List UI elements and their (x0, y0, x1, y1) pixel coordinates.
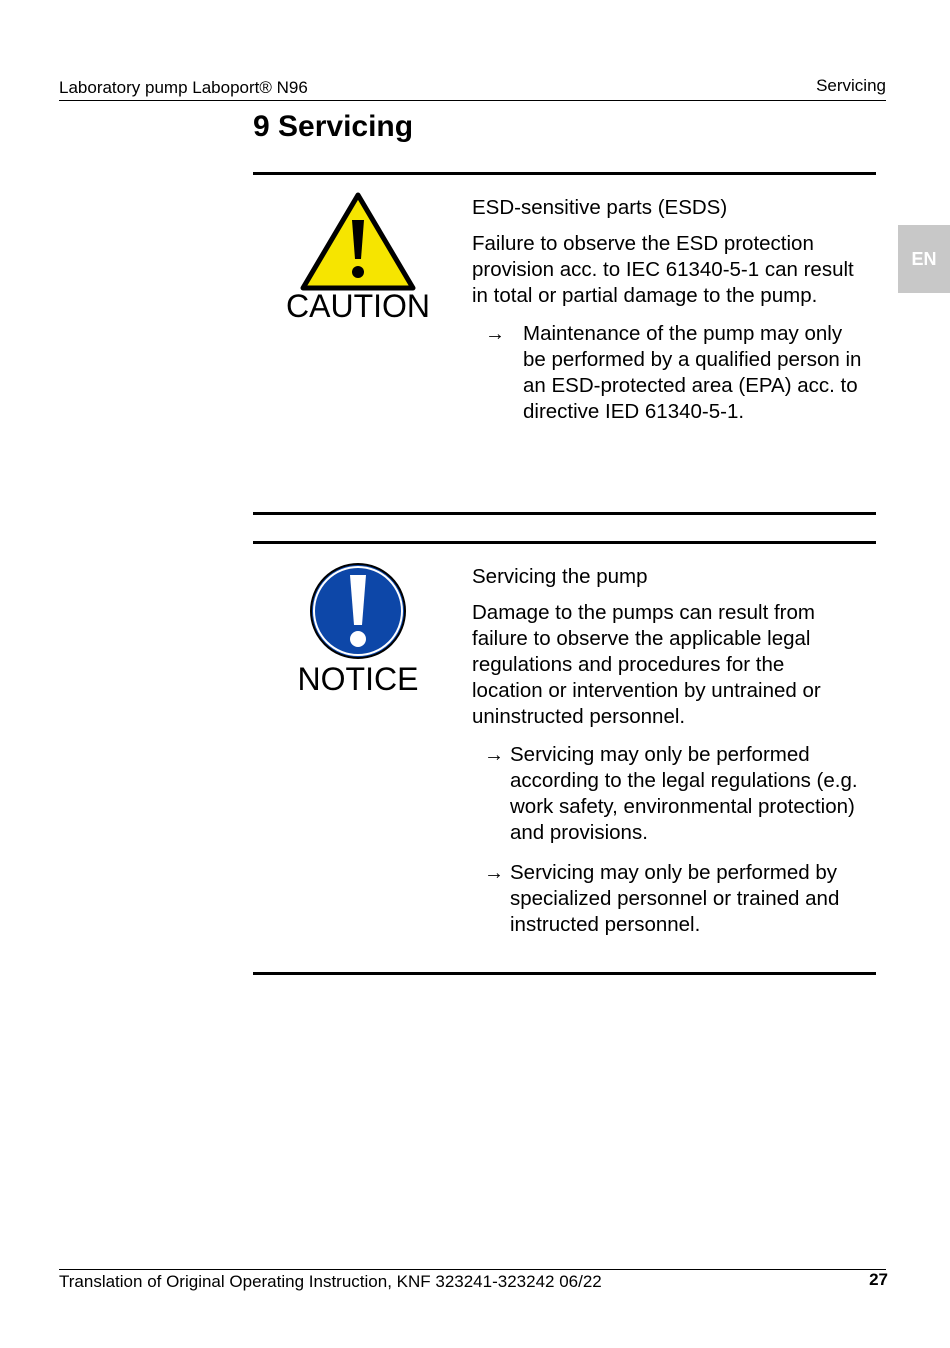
chapter-title: 9 Servicing (253, 110, 414, 143)
notice-bullet-text: Servicing may only be performed by specialized personnel or trained and instructed personnel. (510, 861, 840, 936)
caution-symbol (283, 192, 433, 322)
footer-divider (59, 1269, 886, 1270)
caution-bullet-text: Maintenance of the pump may only be performed by a qualified person in an ESD-protected area (EPA) acc. to directive IED 61340-5-1. (523, 322, 862, 423)
notice-label: NOTICE (297, 661, 419, 697)
arrow-right-icon: → (485, 323, 505, 345)
notice-heading: Servicing the pump (472, 565, 648, 588)
notice-bullet-text: Servicing may only be performed according to the legal regulations (e.g. work safety, environmental protection) and provisions. (510, 743, 858, 844)
caution-bullet (485, 321, 872, 425)
caution-heading: ESD-sensitive parts (ESDS) (472, 196, 728, 219)
running-header-title: Laboratory pump Laboport® N96 (59, 78, 308, 97)
notice-bullet-1 (484, 742, 872, 846)
notice-box-top-rule (253, 541, 876, 544)
caution-box-bottom-rule (253, 512, 876, 515)
caution-text (472, 195, 872, 425)
arrow-right-icon: → (484, 862, 504, 884)
warning-triangle-icon (300, 192, 416, 292)
running-header-section: Servicing (816, 76, 886, 95)
notice-body: Damage to the pumps can result from failure to observe the applicable legal regulations and procedures for the location or intervention by untrained or uninstructed personnel. (472, 601, 821, 728)
notice-symbol (283, 561, 433, 695)
caution-label: CAUTION (286, 288, 430, 324)
arrow-right-icon: → (484, 744, 504, 766)
notice-box-bottom-rule (253, 972, 876, 975)
notice-bullet-2 (484, 860, 872, 938)
page-number: 27 (869, 1270, 888, 1289)
footer-document-info: Translation of Original Operating Instruction, KNF 323241-323242 06/22 (59, 1272, 602, 1291)
caution-box-top-rule (253, 172, 876, 175)
notice-text (472, 564, 872, 938)
header-divider (59, 100, 886, 101)
exclamation-circle-icon (308, 561, 408, 661)
language-tab: EN (898, 225, 950, 293)
caution-body: Failure to observe the ESD protection provision acc. to IEC 61340-5-1 can result in total or partial damage to the pump. (472, 232, 854, 307)
